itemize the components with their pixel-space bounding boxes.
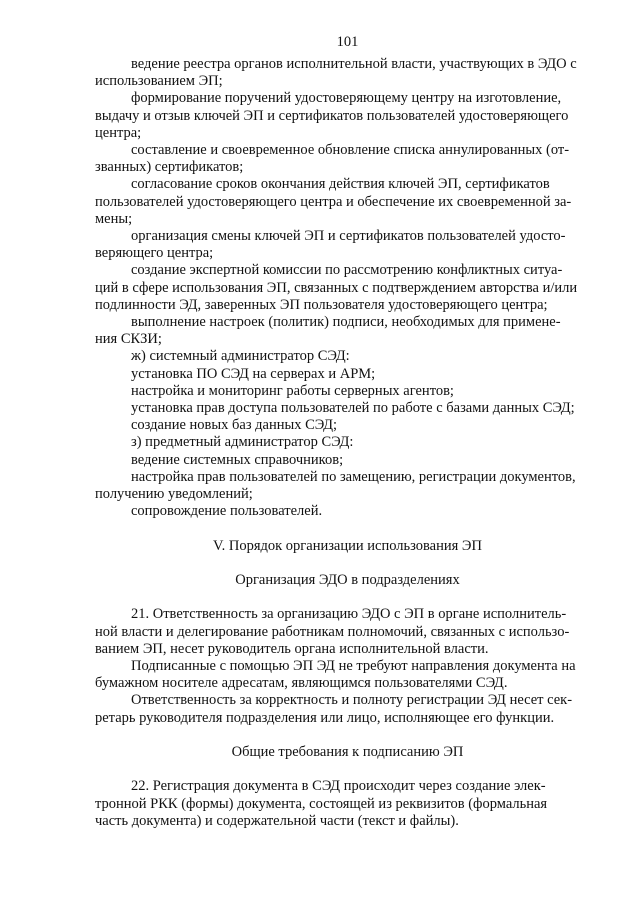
text-line: ведение реестра органов исполнительной власти, участвующих в ЭДО с [131, 56, 577, 72]
item-revoked-list [95, 142, 590, 176]
text-line: 22. Регистрация документа в СЭД происходит через создание элек- [131, 778, 546, 795]
text-line: центра; [95, 124, 142, 141]
item-expert-commission [95, 262, 590, 314]
text-line: организация смены ключей ЭП и сертификатов пользователей удосто- [131, 228, 566, 245]
item-directories [95, 452, 590, 469]
text-line: ния СКЗИ; [95, 331, 162, 348]
item-monitoring [95, 383, 590, 400]
text-line: Подписанные с помощью ЭП ЭД не требуют направления документа на [131, 658, 576, 675]
text-line: ведение системных справочников; [131, 451, 344, 468]
text-line: бумажном носителе адресатам, являющимся пользователями СЭД. [95, 675, 508, 692]
item-sys-admin [95, 348, 590, 365]
spacer [95, 520, 590, 537]
text-line: часть документа) и содержательной части (текст и файлы). [95, 812, 459, 829]
text-line: пользователей удостоверяющего центра и обеспечение их своевременной за- [95, 193, 572, 210]
text-line: согласование сроков окончания действия ключей ЭП, сертификатов [131, 176, 550, 193]
text-line: подлинности ЭД, заверенных ЭП пользователя удостоверяющего центра; [95, 296, 548, 313]
text-line: использованием ЭП; [95, 73, 223, 90]
text-line: получению уведомлений; [95, 486, 253, 503]
text-line: з) предметный администратор СЭД: [131, 434, 354, 451]
text-line: настройка и мониторинг работы серверных агентов; [131, 382, 454, 399]
text-line: званных) сертификатов; [95, 159, 244, 176]
text-line: ванием ЭП, несет руководитель органа исполнительной власти. [95, 640, 489, 657]
clause-22 [95, 778, 590, 830]
item-access-rights [95, 400, 590, 417]
text-line: формирование поручений удостоверяющему центру на изготовление, [131, 90, 562, 107]
item-registry [95, 56, 590, 90]
clause-21-signed-docs [95, 658, 590, 692]
spacer [95, 727, 590, 744]
item-subject-admin [95, 434, 590, 451]
text-line: тронной РКК (формы) документа, состоящей из реквизитов (формальная [95, 795, 548, 812]
text-line: выдачу и отзыв ключей ЭП и сертификатов пользователей удостоверяющего [95, 107, 569, 124]
item-user-support [95, 503, 590, 520]
text-line: ций в сфере использования ЭП, связанных с подтверждением авторства и/или [95, 279, 578, 296]
text-line: настройка прав пользователей по замещению, регистрации документов, [131, 468, 576, 485]
spacer [95, 761, 590, 778]
text-line: установка прав доступа пользователей по работе с базами данных СЭД; [131, 400, 575, 417]
clause-21 [95, 606, 590, 658]
text-line: составление и своевременное обновление списка аннулированных (от- [131, 142, 570, 159]
spacer [95, 589, 590, 606]
document-body [95, 56, 590, 830]
text-line: создание новых баз данных СЭД; [131, 417, 338, 434]
text-line: выполнение настроек (политик) подписи, необходимых для примене- [131, 314, 561, 331]
item-install [95, 366, 590, 383]
text-line: создание экспертной комиссии по рассмотрению конфликтных ситуа- [131, 262, 563, 279]
text-line: ж) системный администратор СЭД: [131, 348, 350, 365]
text-line: 21. Ответственность за организацию ЭДО с ЭП в органе исполнитель- [131, 606, 567, 623]
item-key-expiry [95, 176, 590, 228]
text-line: сопровождение пользователей. [131, 503, 323, 520]
page-number: 101 [336, 34, 359, 50]
text-line: веряющего центра; [95, 245, 214, 262]
item-new-db [95, 417, 590, 434]
text-line: установка ПО СЭД на серверах и АРМ; [131, 365, 376, 382]
section-heading: V. Порядок организации использования ЭП [213, 537, 482, 554]
item-key-change [95, 228, 590, 262]
spacer [95, 555, 590, 572]
item-orders-uc [95, 90, 590, 142]
item-user-rights [95, 469, 590, 503]
clause-21-responsibility [95, 692, 590, 726]
text-line: ретарь руководителя подразделения или лицо, исполняющее его функции. [95, 709, 555, 726]
subsection-heading-edo: Организация ЭДО в подразделениях [235, 572, 460, 589]
text-line: ной власти и делегирование работникам полномочий, связанных с использо- [95, 623, 570, 640]
subsection-heading-signing: Общие требования к подписанию ЭП [231, 744, 464, 761]
text-line: Ответственность за корректность и полноту регистрации ЭД несет сек- [131, 692, 573, 709]
item-signature-policies [95, 314, 590, 348]
text-line: мены; [95, 210, 133, 227]
